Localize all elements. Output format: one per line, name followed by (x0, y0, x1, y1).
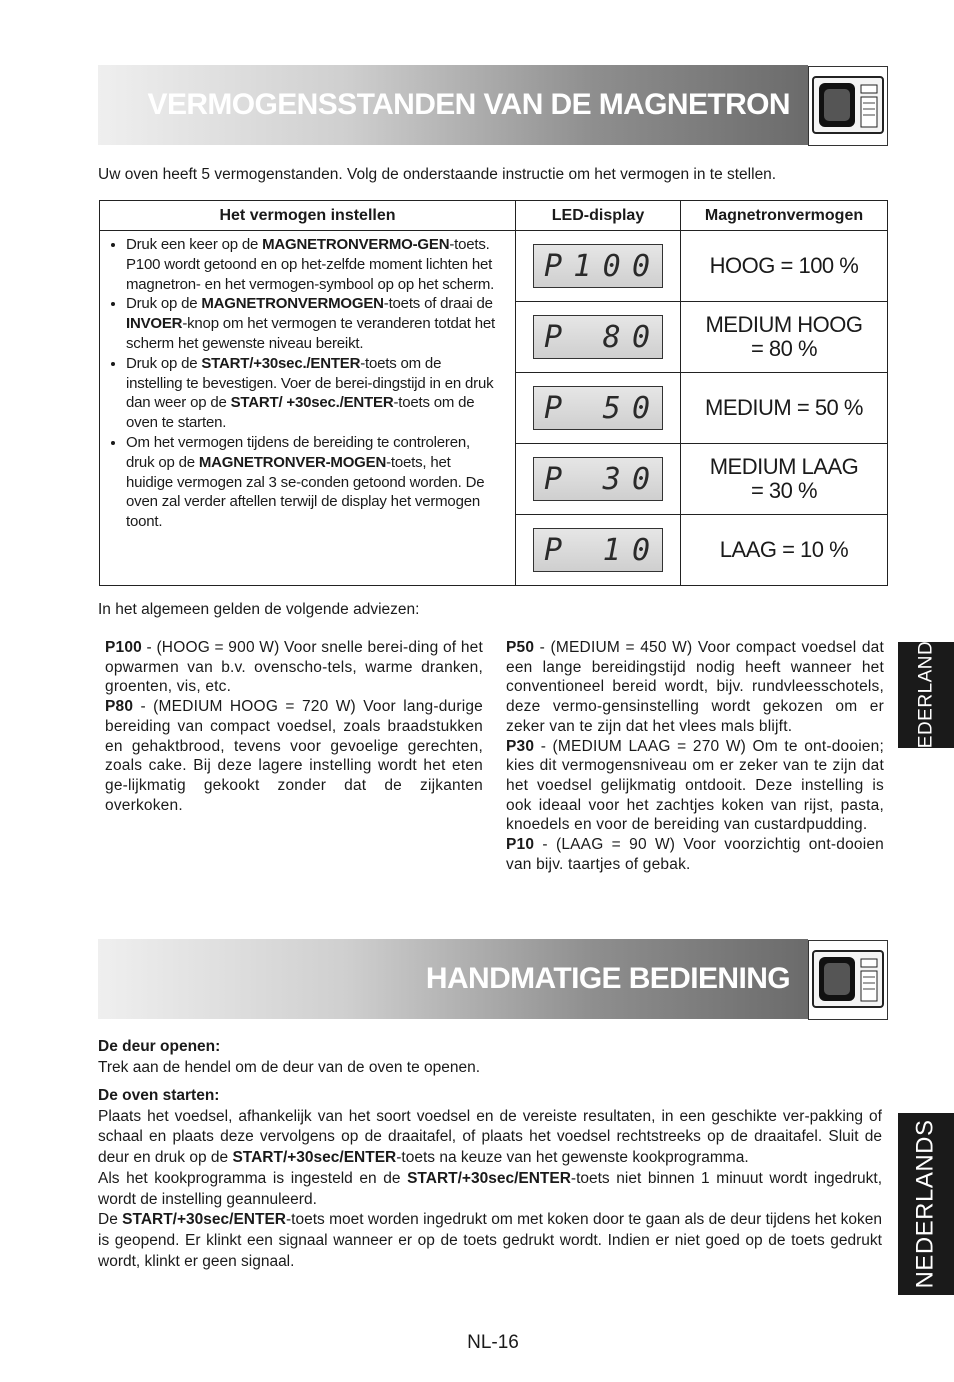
led-cell (516, 373, 681, 444)
table-header-row (100, 201, 888, 231)
start-paragraph: Als het kookprogramma is ingesteld en de START/+30sec/ENTER-toets niet binnen 1 minuut wordt ingedrukt, wordt de instelling geannuleerd. (98, 1169, 883, 1208)
header-led-display: LED-display (516, 201, 681, 231)
power-value: MEDIUM = 50 % (681, 373, 888, 444)
advice-item: P50 - (MEDIUM = 450 W) Voor compact voedsel dat een lange bereidingstijd nodig heeft wanneer het conventioneel bereid wordt, bijv. rundvleesschotels, deze vermo-gensinstelling wordt gekozen om er zeker van te zijn dat het vlees mals blijft. (506, 639, 884, 735)
led-display: P 5 0 (533, 386, 663, 430)
header-instructions: Het vermogen instellen (100, 201, 516, 231)
page-number: NL-16 (467, 1332, 519, 1353)
instruction-item: • Om het vermogen tijdens de bereiding te controleren, druk op de MAGNETRONVER-MOGEN-toets, het huidige vermogen zal 3 se-conden getoond worden. De oven zal verder aftellen terwijl de display het vermogen toont. (126, 433, 501, 532)
table-row (100, 231, 888, 302)
instruction-item: • Druk op de START/+30sec./ENTER-toets om de instelling te bevestigen. Voer de berei-dingstijd in en druk dan weer op de START/ +30sec./ENTER-toets om de oven te starten. (126, 354, 501, 433)
door-heading: De deur openen: (98, 1038, 221, 1055)
power-value: MEDIUM HOOG = 80 % (681, 302, 888, 373)
led-display: P 3 0 (533, 457, 663, 501)
language-tab-label: NEDERLANDS (915, 627, 936, 763)
microwave-icon (808, 940, 888, 1020)
led-display: P 8 0 (533, 315, 663, 359)
power-value: LAAG = 10 % (681, 515, 888, 586)
door-open-section (98, 1037, 882, 1078)
language-tab-label: NEDERLANDS (912, 1119, 940, 1289)
oven-start-section (98, 1086, 882, 1272)
language-tab (898, 1113, 954, 1295)
advice-intro: In het algemeen gelden de volgende adviezen: (98, 601, 420, 618)
advice-column-right (506, 638, 884, 874)
power-levels-table (99, 200, 888, 586)
led-display: P 1 0 (533, 528, 663, 572)
power-value: HOOG = 100 % (681, 231, 888, 302)
instructions-cell (100, 231, 516, 586)
microwave-icon (808, 66, 888, 146)
advice-item: P10 - (LAAG = 90 W) Voor voorzichtig ont-dooien van bijv. taartjes of gebak. (506, 836, 884, 873)
advice-item: P80 - (MEDIUM HOOG = 720 W) Voor lang-durige bereiding van compact voedsel, zoals braadstukken en gehaktbrood, tevens voor gevoelige gerechten, zoals cake. Bij deze lagere instelling wordt het eten ge-lijkmatig gekookt zonder dat de zijkanten overkoken. (105, 698, 483, 814)
section-title: VERMOGENSSTANDEN VAN DE MAGNETRON (147, 88, 790, 121)
header-power: Magnetronvermogen (681, 201, 888, 231)
instruction-item: • Druk op de MAGNETRONVERMOGEN-toets of draai de INVOER-knop om het vermogen te veranderen totdat het scherm het gewenste niveau bereikt. (126, 294, 501, 353)
advice-item: P100 - (HOOG = 900 W) Voor snelle berei-ding of het opwarmen van b.v. ovenscho-tels, warme dranken, groenten, vis, etc. (105, 639, 483, 696)
start-paragraph: De START/+30sec/ENTER-toets moet worden ingedrukt om met koken door te gaan als de deur tijdens het koken is geopend. Er klinkt een signaal wanneer er op de toets gedrukt wordt. Indien er niet goed op de toets gedrukt wordt, klinkt er geen signaal. (98, 1211, 883, 1270)
section-banner-power-levels (98, 65, 808, 145)
language-tab (898, 627, 954, 763)
advice-item: P30 - (MEDIUM LAAG = 270 W) Om te ont-dooien; kies dit vermogensniveau om er zeker van te zijn dat het voedsel gelijkmatig ontdooit. Deze instelling is ook ideaal voor het zachtjes koken van rijst, pasta, knoedels en voor de bereiding van custardpudding. (506, 737, 884, 834)
power-value: MEDIUM LAAG = 30 % (681, 444, 888, 515)
advice-column-left (105, 638, 483, 815)
led-display: P 1 0 0 (533, 244, 663, 288)
door-text: Trek aan de hendel om de deur van de oven te openen. (98, 1058, 481, 1076)
instruction-item: • Druk een keer op de MAGNETRONVERMO-GEN-toets. P100 wordt getoond en op het-zelfde moment lichten het magnetron- en het vermogen-symbool op op het scherm. (126, 235, 501, 294)
led-cell (516, 515, 681, 586)
start-heading: De oven starten: (98, 1087, 220, 1104)
intro-text: Uw oven heeft 5 vermogenstanden. Volg de onderstaande instructie om het vermogen in te stellen. (98, 166, 777, 183)
section-title: HANDMATIGE BEDIENING (425, 962, 790, 995)
led-cell (516, 302, 681, 373)
led-cell (516, 231, 681, 302)
led-cell (516, 444, 681, 515)
section-banner-manual-operation (98, 939, 808, 1019)
start-paragraph: Plaats het voedsel, afhankelijk van het soort voedsel en de vereiste resultaten, in een geschikte ver-pakking of schaal en plaats deze vervolgens op de draaitafel, of plaats het voedsel rechtstreeks op de draaitafel. Sluit de deur en druk op de START/+30sec/ENTER-toets na keuze van het gewenste kookprogramma. (98, 1107, 882, 1167)
